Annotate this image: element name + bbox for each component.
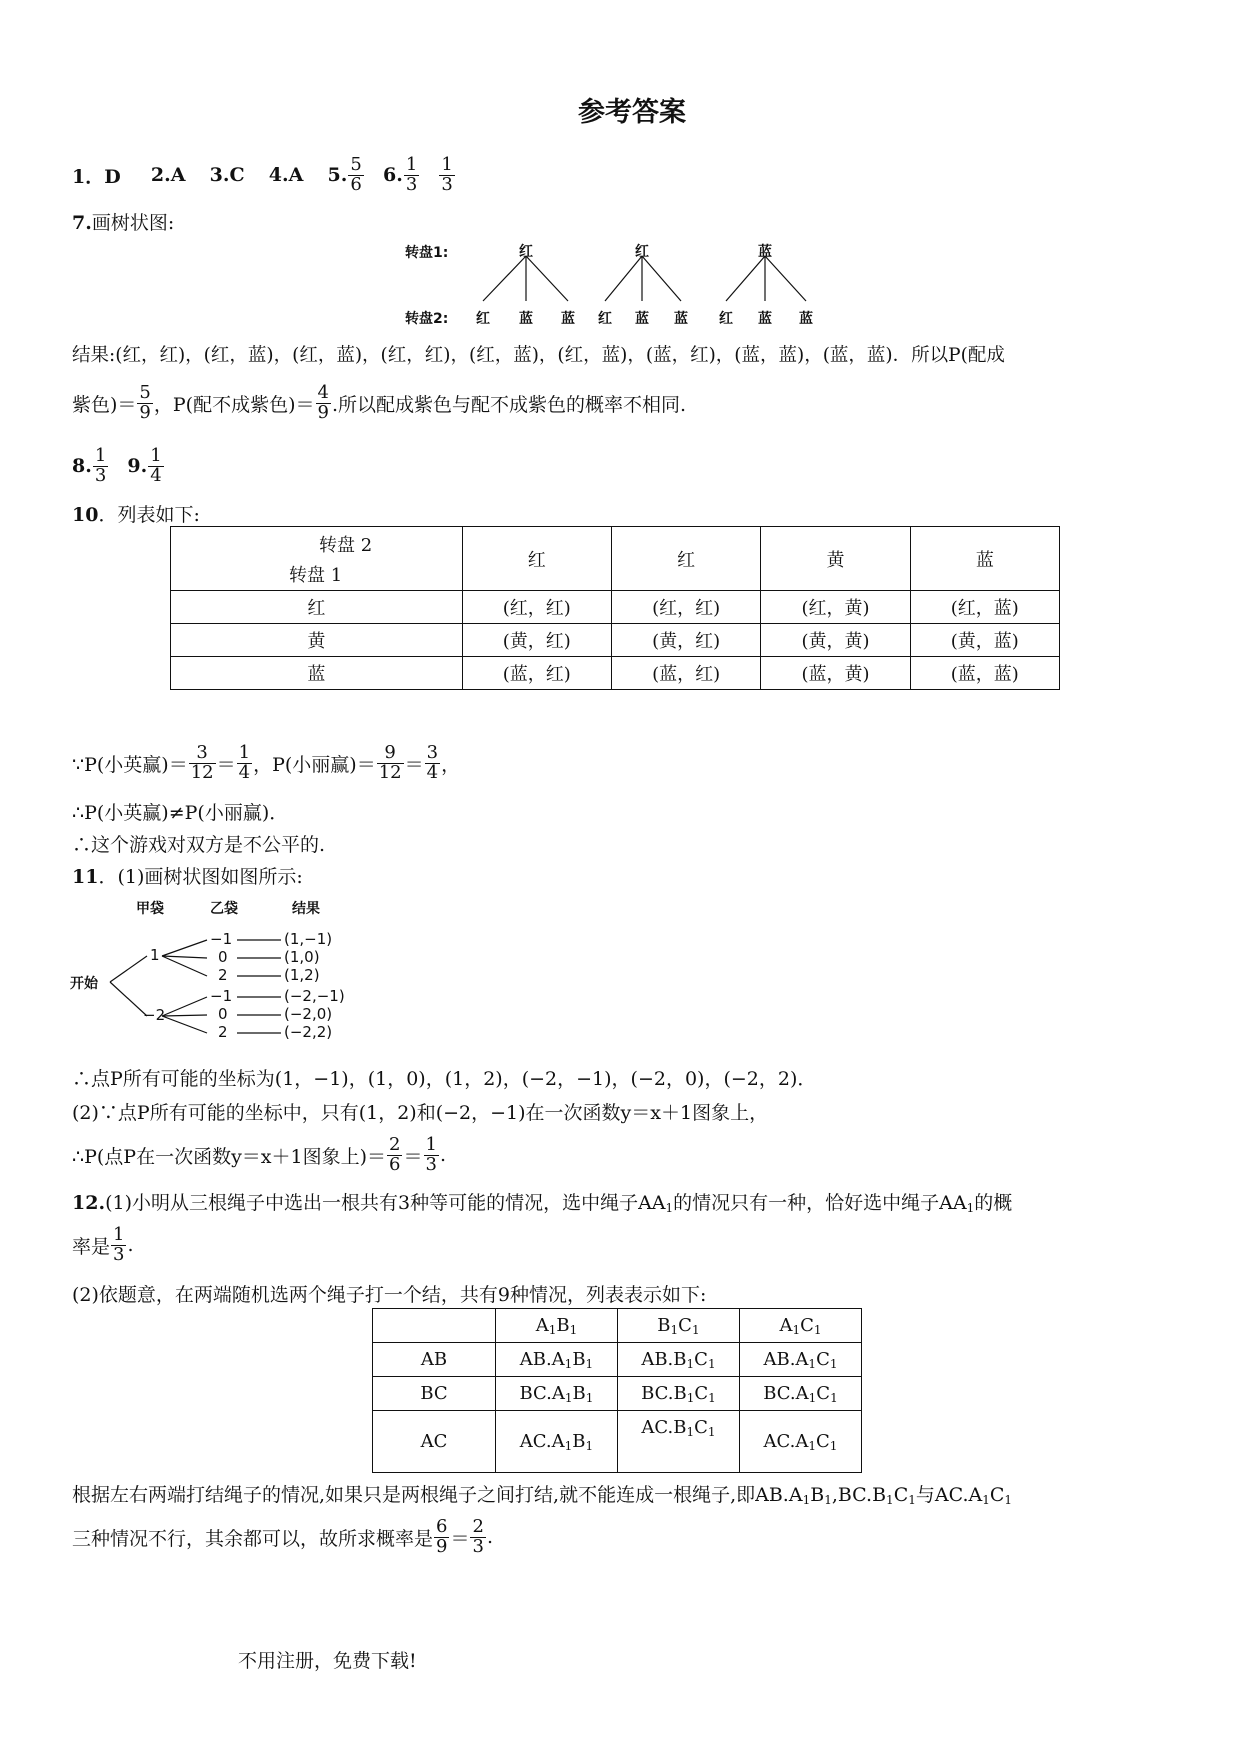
answers-1-6 xyxy=(72,151,456,199)
tree-start: 开始 xyxy=(70,976,98,992)
row-head: 红 xyxy=(171,591,463,624)
table-header: $B_1C_1$ xyxy=(617,1309,739,1343)
row-head: AC xyxy=(373,1411,496,1473)
tree-leaf: 蓝 xyxy=(519,311,533,327)
table-row xyxy=(373,1343,862,1377)
answer-6-label: 6. xyxy=(382,164,403,186)
tree-result: (−2,2) xyxy=(284,1023,333,1041)
tree-node-b: −1 xyxy=(210,987,233,1005)
tree-header-jia: 甲袋 xyxy=(136,901,164,917)
answer-6b-fraction: $\frac{1}{3}$ xyxy=(441,153,453,195)
answer-1: 1．D xyxy=(72,165,121,188)
tree-leaf: 红 xyxy=(719,311,733,327)
tree-node-top: 红 xyxy=(519,244,533,260)
table-cell: $BC.A_1B_1$ xyxy=(495,1377,617,1411)
table-cell: (黄，红) xyxy=(611,624,760,657)
table-header: 蓝 xyxy=(910,527,1059,591)
q11-line-1: ∴点P所有可能的坐标为(1，−1)，(1，0)，(1，2)，(−2，−1)，(−2，0)，(−2，2)． xyxy=(72,1068,817,1090)
table-row xyxy=(373,1377,862,1411)
q10-therefore-2: ∴这个游戏对双方是不公平的. xyxy=(72,834,326,856)
tree-node-b: 0 xyxy=(218,1005,228,1023)
tree-result: (1,0) xyxy=(284,948,320,966)
answer-5-fraction: $\frac{5}{6}$ xyxy=(350,153,362,195)
q11-fraction-1: $\frac{2}{6}$ xyxy=(389,1133,401,1175)
table-cell: (蓝，红) xyxy=(611,657,760,690)
table-cell: (蓝，红) xyxy=(462,657,611,690)
answer-6a-fraction: $\frac{1}{3}$ xyxy=(405,153,418,195)
tree-node-a: −2 xyxy=(143,1006,166,1024)
tree-node-b: −1 xyxy=(210,930,233,948)
row-head: 蓝 xyxy=(171,657,463,690)
tree-node-b: 2 xyxy=(218,966,228,984)
q7-tree-lines xyxy=(405,236,845,332)
q12-line-5: 三种情况不行，其余都可以，故所求概率是 $\frac{6}{9}$ ＝ $\frac{2}{3}$ . xyxy=(72,1515,493,1557)
answer-4: 4.A xyxy=(268,164,304,186)
tree-leaf: 红 xyxy=(476,311,490,327)
q10-therefore-1: ∴P(小英赢)≠P(小丽赢)． xyxy=(72,802,289,824)
table-corner-cell xyxy=(373,1309,496,1343)
table-cell: $AB.A_1B_1$ xyxy=(495,1343,617,1377)
table-cell: (红，红) xyxy=(611,591,760,624)
q11-tree-diagram xyxy=(70,898,350,1048)
table-header: 黄 xyxy=(761,527,910,591)
table-cell: (蓝，蓝) xyxy=(910,657,1059,690)
table-header: $A_1B_1$ xyxy=(495,1309,617,1343)
tree-leaf: 红 xyxy=(598,311,612,327)
tree-node-top: 红 xyxy=(635,244,649,260)
q10-table xyxy=(170,526,1060,690)
tree-leaf: 蓝 xyxy=(635,311,649,327)
q11-heading: 11．(1)画树状图如图所示: xyxy=(72,866,303,888)
table-row xyxy=(171,624,1060,657)
tree-node-b: 2 xyxy=(218,1023,228,1041)
tree-result: (1,2) xyxy=(284,966,320,984)
q12-table xyxy=(372,1308,862,1473)
table-row xyxy=(373,1411,862,1473)
q12-line-2: 率是 $\frac{1}{3}$ . xyxy=(72,1223,134,1265)
table-cell: $AB.A_1C_1$ xyxy=(739,1343,861,1377)
q7-fraction-1: $\frac{5}{9}$ xyxy=(139,381,151,423)
table-cell: $BC.B_1C_1$ xyxy=(617,1377,739,1411)
answer-8-fraction: $\frac{1}{3}$ xyxy=(94,444,107,486)
table-header: $A_1C_1$ xyxy=(739,1309,861,1343)
table-header: 红 xyxy=(611,527,760,591)
table-cell: $AC.A_1B_1$ xyxy=(495,1411,617,1473)
table-cell: (蓝，黄) xyxy=(761,657,910,690)
q11-line-3: ∴P(点P在一次函数y＝x＋1图象上)＝ $\frac{2}{6}$ ＝ $\frac{1}{3}$ . xyxy=(72,1133,446,1175)
table-cell: $AB.B_1C_1$ xyxy=(617,1343,739,1377)
q10-fraction-1: $\frac{3}{12}$ xyxy=(190,741,214,783)
table-row xyxy=(171,657,1060,690)
tree-leaf: 蓝 xyxy=(674,311,688,327)
q12-fraction-1: $\frac{1}{3}$ xyxy=(113,1223,125,1265)
row-head: BC xyxy=(373,1377,496,1411)
tree-leaf: 蓝 xyxy=(758,311,772,327)
table-header-row xyxy=(171,527,1060,591)
q10-fraction-2: $\frac{1}{4}$ xyxy=(238,741,251,783)
q10-heading: 10．列表如下: xyxy=(72,504,200,526)
q12-line-3: (2)依题意，在两端随机选两个绳子打一个结，共有9种情况，列表表示如下: xyxy=(72,1284,707,1306)
q7-tree-diagram xyxy=(405,236,845,332)
tree-result: (1,−1) xyxy=(284,930,333,948)
footer-note: 不用注册，免费下载! xyxy=(238,1650,417,1672)
tree-result: (−2,−1) xyxy=(284,987,345,1005)
table-cell: (黄，黄) xyxy=(761,624,910,657)
table-header-row xyxy=(373,1309,862,1343)
q12-line-4: 根据左右两端打结绳子的情况,如果只是两根绳子之间打结,就不能连成一根绳子,即$AB.A_1B_1,BC.B_1C_1$与$AC.A_1C_1$ xyxy=(72,1484,1013,1507)
table-cell: (黄，红) xyxy=(462,624,611,657)
answer-9-fraction: $\frac{1}{4}$ xyxy=(150,444,162,486)
table-cell: (红，蓝) xyxy=(910,591,1059,624)
table-cell: $BC.A_1C_1$ xyxy=(739,1377,861,1411)
table-corner-cell: 转盘 2 转盘 1 xyxy=(171,527,463,591)
tree-leaf: 蓝 xyxy=(561,311,575,327)
q11-fraction-2: $\frac{1}{3}$ xyxy=(425,1133,437,1175)
tree-header-result: 结果 xyxy=(292,901,320,917)
table-header: 红 xyxy=(462,527,611,591)
tree-node-b: 0 xyxy=(218,948,228,966)
q7-result-line: 结果:(红，红)，(红，蓝)，(红，蓝)，(红，红)，(红，蓝)，(红，蓝)，(蓝，红)，(蓝，蓝)，(蓝，蓝)．所以P(配成 xyxy=(72,345,1005,366)
q11-line-2: (2)∵点P所有可能的坐标中，只有(1，2)和(−2，−1)在一次函数y＝x＋1图象上， xyxy=(72,1102,769,1124)
q10-because-line: ∵P(小英赢)＝ $\frac{3}{12}$ ＝ $\frac{1}{4}$ ，P(小丽赢)＝ $\frac{9}{12}$ ＝ $\frac{3}{4}$ ， xyxy=(72,741,461,783)
tree-node-top: 蓝 xyxy=(758,244,772,260)
table-cell: (红，红) xyxy=(462,591,611,624)
table-row xyxy=(171,591,1060,624)
q7-heading: 7.画树状图: xyxy=(72,212,175,234)
table-cell: $AC.A_1C_1$ xyxy=(739,1411,861,1473)
q10-fraction-3: $\frac{9}{12}$ xyxy=(378,741,402,783)
q12-line-1: 12.(1)小明从三根绳子中选出一根共有3种等可能的情况，选中绳子$AA_1$的情况只有一种，恰好选中绳子$AA_1$的概 xyxy=(72,1192,1013,1215)
answer-3: 3.C xyxy=(209,164,245,186)
table-cell: $AC.B_1C_1$ xyxy=(617,1411,739,1473)
table-cell: (红，黄) xyxy=(761,591,910,624)
answer-2: 2.A xyxy=(150,164,186,186)
tree-row1-label: 转盘1: xyxy=(405,245,449,261)
tree-leaf: 蓝 xyxy=(799,311,813,327)
q12-fraction-3: $\frac{2}{3}$ xyxy=(472,1515,484,1557)
tree-header-yi: 乙袋 xyxy=(210,901,238,917)
tree-node-a: 1 xyxy=(150,946,160,964)
tree-row2-label: 转盘2: xyxy=(405,311,449,327)
table-cell: (黄，蓝) xyxy=(910,624,1059,657)
row-head: AB xyxy=(373,1343,496,1377)
answers-8-9: 8. $\frac{1}{3}$ 9. $\frac{1}{4}$ xyxy=(72,444,162,486)
row-head: 黄 xyxy=(171,624,463,657)
q7-fraction-2: $\frac{4}{9}$ xyxy=(317,381,329,423)
q7-probability-line: 紫色)＝ $\frac{5}{9}$ ，P(配不成紫色)＝ $\frac{4}{9}$ .所以配成紫色与配不成紫色的概率不相同. xyxy=(72,381,687,423)
answer-5-label: 5. xyxy=(327,164,348,186)
q12-fraction-2: $\frac{6}{9}$ xyxy=(436,1515,448,1557)
page-title: 参考答案 xyxy=(578,97,686,128)
tree-result: (−2,0) xyxy=(284,1005,333,1023)
q10-fraction-4: $\frac{3}{4}$ xyxy=(426,741,439,783)
